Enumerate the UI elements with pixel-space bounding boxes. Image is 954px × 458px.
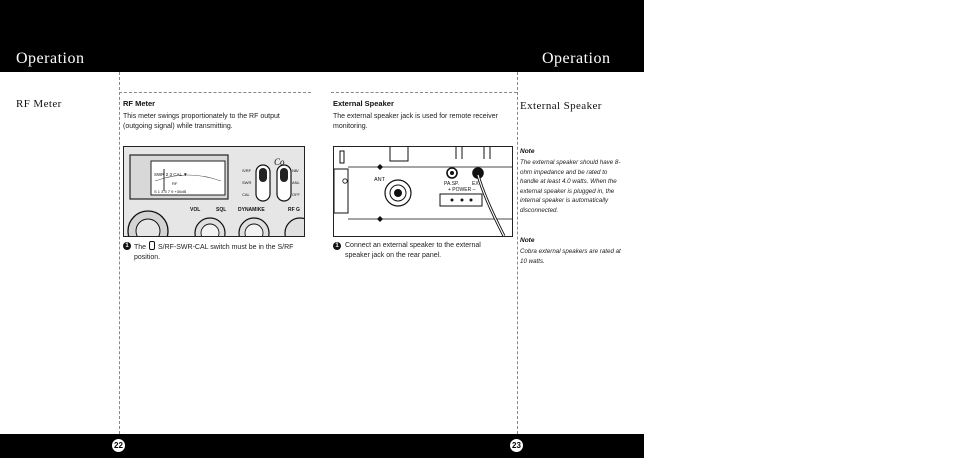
left-header-title: Operation: [16, 50, 85, 67]
sql-label: SQL: [216, 207, 227, 213]
off-label: OFF: [292, 192, 300, 197]
footer-bar: [0, 434, 644, 458]
right-step-text: Connect an external speaker to the external speaker jack on the rear panel.: [345, 242, 481, 259]
section-heading-external-speaker: External Speaker: [333, 99, 394, 108]
side-heading-external-speaker: External Speaker: [520, 100, 602, 112]
section-heading-rf-meter: RF Meter: [123, 99, 156, 108]
meter-scale-mid: RF: [172, 181, 178, 186]
meter-scale-top: SWR 2 3 CAL ▼: [154, 172, 188, 177]
meter-scale-bottom: S 1 3 5 7 9 +30dB: [154, 189, 187, 194]
left-step-body: S/RF-SWR-CAL switch must be in the S/RF position.: [134, 244, 294, 261]
switch-label-cal: CAL: [242, 192, 250, 197]
right-page-number: 23: [510, 439, 523, 452]
right-step-number: 1: [333, 242, 341, 250]
right-section-rule: [331, 92, 517, 93]
rf-gain-label: RF G: [288, 207, 300, 213]
nb-label: NB/: [292, 168, 299, 173]
ext-label: EXT: [472, 181, 482, 187]
vol-label: VOL: [190, 207, 201, 213]
right-header-title: Operation: [542, 50, 611, 67]
rf-meter-figure: [123, 146, 305, 237]
switch-label-swr: SWR: [242, 180, 252, 185]
left-step-number: 1: [123, 242, 131, 250]
ant-label: ANT: [374, 177, 385, 183]
brand-logo-text: Co: [274, 157, 285, 167]
radio-front-panel-illustration: [124, 147, 304, 236]
left-column-divider: [119, 72, 120, 434]
anl-label: ANL: [292, 180, 300, 185]
external-speaker-body: The external speaker jack is used for remote receiver monitoring.: [333, 113, 498, 130]
power-label: + POWER –: [448, 187, 476, 193]
rear-panel-illustration: [334, 147, 512, 236]
left-step-prefix: The: [134, 244, 147, 251]
note-2-text: Cobra external speakers are rated at 10 watts.: [520, 248, 621, 265]
left-step-text: [134, 241, 299, 262]
rear-panel-figure: [333, 146, 513, 237]
side-heading-rf-meter: RF Meter: [16, 98, 62, 110]
right-column-divider: [517, 72, 518, 434]
pa-sp-label: PA.SP.: [444, 181, 460, 187]
rf-meter-body: This meter swings proportionately to the RF output (outgoing signal) while transmitting.: [123, 113, 280, 130]
left-section-rule: [119, 92, 311, 93]
dynamike-label: DYNAMIKE: [238, 207, 265, 213]
note-1-title: Note: [520, 148, 535, 155]
left-page-number: 22: [112, 439, 125, 452]
switch-icon: [149, 241, 155, 250]
note-2-title: Note: [520, 237, 535, 244]
switch-label-srf: S/RF: [242, 168, 252, 173]
note-1-text: The external speaker should have 8-ohm impedance and be rated to handle at least 4.0 watts. When the external speaker is plugged in, the internal speaker is automatically disconnected.: [520, 159, 621, 214]
